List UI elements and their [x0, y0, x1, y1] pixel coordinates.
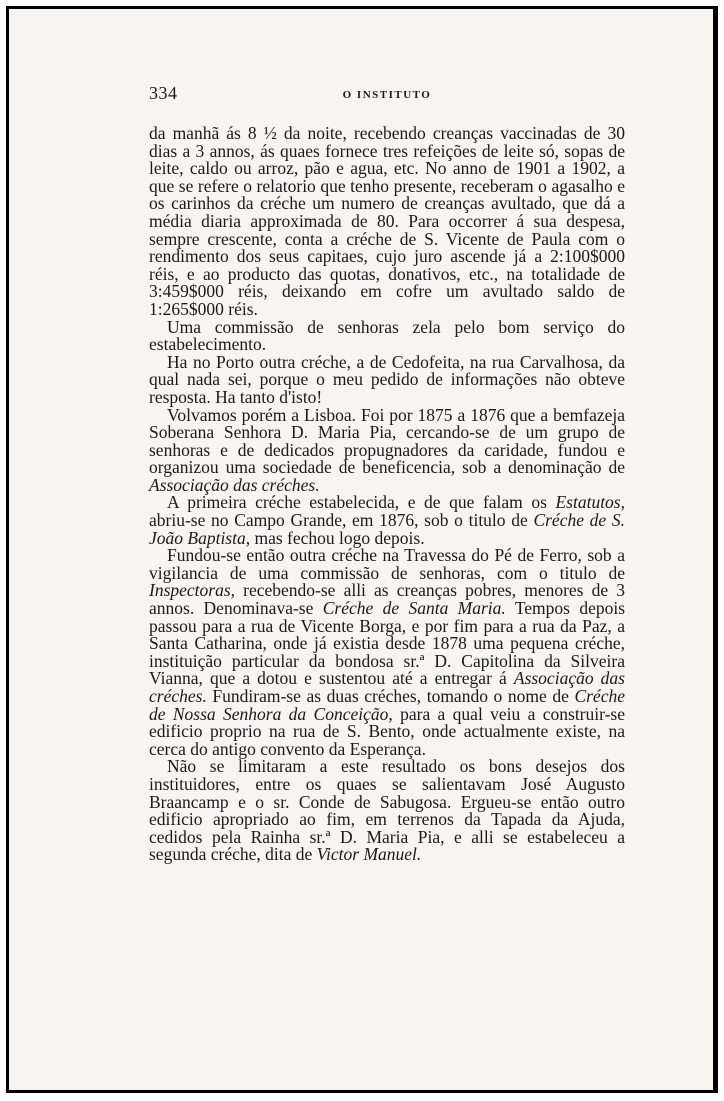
text-run: mas fechou logo depois.	[250, 527, 425, 548]
text-run: abriu-se no Campo Grande, em 1876, sob o titulo de	[149, 510, 534, 531]
paragraph	[149, 547, 625, 758]
body-text	[149, 125, 625, 864]
text-run: Ha no Porto outra créche, a de Cedofeita, na rua Carvalhosa, da qual nada sei, porque o meu pedido de informações não obteve resposta. Ha tanto d'isto!	[149, 351, 625, 407]
italic-text: Associação das créches.	[149, 474, 320, 495]
running-title: O INSTITUTO	[342, 89, 432, 101]
text-run: Fundou-se então outra créche na Travessa do Pé de Ferro, sob a vigilancia de uma commissão de senhoras, com o titulo de	[149, 545, 625, 583]
text-run: Tempos depois passou para a rua de Vicente Borga, e por fim para a rua da Paz, a Santa Catharina, onde já existia desde 1878 uma pequena créche, instituição particular da bondosa sr.ª D. Capitolina da Silveira Vianna, que a dotou e sustentou até a entregar á	[149, 598, 626, 689]
text-run: Não se limitaram a este resultado os bons desejos dos instituidores, entre os quaes se salientavam José Augusto Braancamp e o sr. Conde de Sabugosa. Ergueu-se então outro edificio apropriado ao fim, em terrenos da Tapada da Ajuda, cedidos pela Rainha sr.ª D. Maria Pia, e alli se estabeleceu a segunda créche, dita de	[149, 756, 625, 865]
text-run: Uma commissão de senhoras zela pelo bom serviço do estabelecimento.	[149, 316, 625, 355]
italic-text: Inspectoras,	[149, 580, 236, 601]
text-run: A primeira créche estabelecida, e de que falam os	[167, 492, 556, 513]
text-run: recebendo-se alli as creanças pobres, menores de 3 annos. Denominava-se	[149, 580, 625, 619]
book-page	[149, 83, 625, 864]
italic-text: Estatutos,	[555, 492, 625, 513]
paragraph	[149, 125, 625, 319]
italic-text: Victor Manuel.	[316, 844, 422, 865]
italic-text: Créche de Santa Maria.	[322, 598, 506, 619]
paragraph	[149, 758, 625, 864]
text-run: Volvamos porém a Lisboa. Foi por 1875 a 1876 que a bemfazeja Soberana Senhora D. Maria Pia, cercando-se de um grupo de senhoras e de dedicados propugnadores da caridade, fundou e organizou uma sociedade de beneficencia, sob a denominação de	[149, 404, 625, 478]
paragraph	[149, 404, 625, 495]
paragraph	[149, 351, 625, 407]
italic-text: Créche de S. João Baptista,	[149, 510, 625, 548]
paragraph	[149, 494, 625, 547]
page-number: 334	[149, 83, 178, 103]
italic-text: Associação das créches.	[149, 668, 625, 706]
italic-text: Créche de Nossa Senhora da Conceição,	[149, 686, 625, 724]
text-run: para a qual veiu a construir-se edificio proprio na rua de S. Bento, onde actualmente existe, na cerca do antigo convento da Esperança.	[149, 703, 625, 759]
scanned-page-frame	[6, 6, 718, 1093]
text-run: Fundiram-se as duas créches, tomando o nome de	[206, 686, 575, 706]
page-header	[149, 83, 625, 113]
paragraph	[149, 316, 625, 355]
text-run: da manhã ás 8 ½ da noite, recebendo creanças vaccinadas de 30 dias a 3 annos, ás quaes fornece tres refeições de leite só, sopas de leite, caldo ou arroz, pão e agua, etc. No anno de 1901 a 1902, a que se refere o relatorio que tenho presente, receberam o agasalho e os carinhos da créche um numero de creanças avultado, que dá a média diaria approximada de 80. Para occorrer á sua despesa, sempre crescente, conta a créche de S. Vicente de Paula com o rendimento dos seus capitaes, cujo juro ascende já a 2:100$000 réis, e ao producto das quotas, donativos, etc., na totalidade de 3:459$000 réis, deixando em cofre um avultado saldo de 1:265$000 réis.	[149, 123, 625, 319]
